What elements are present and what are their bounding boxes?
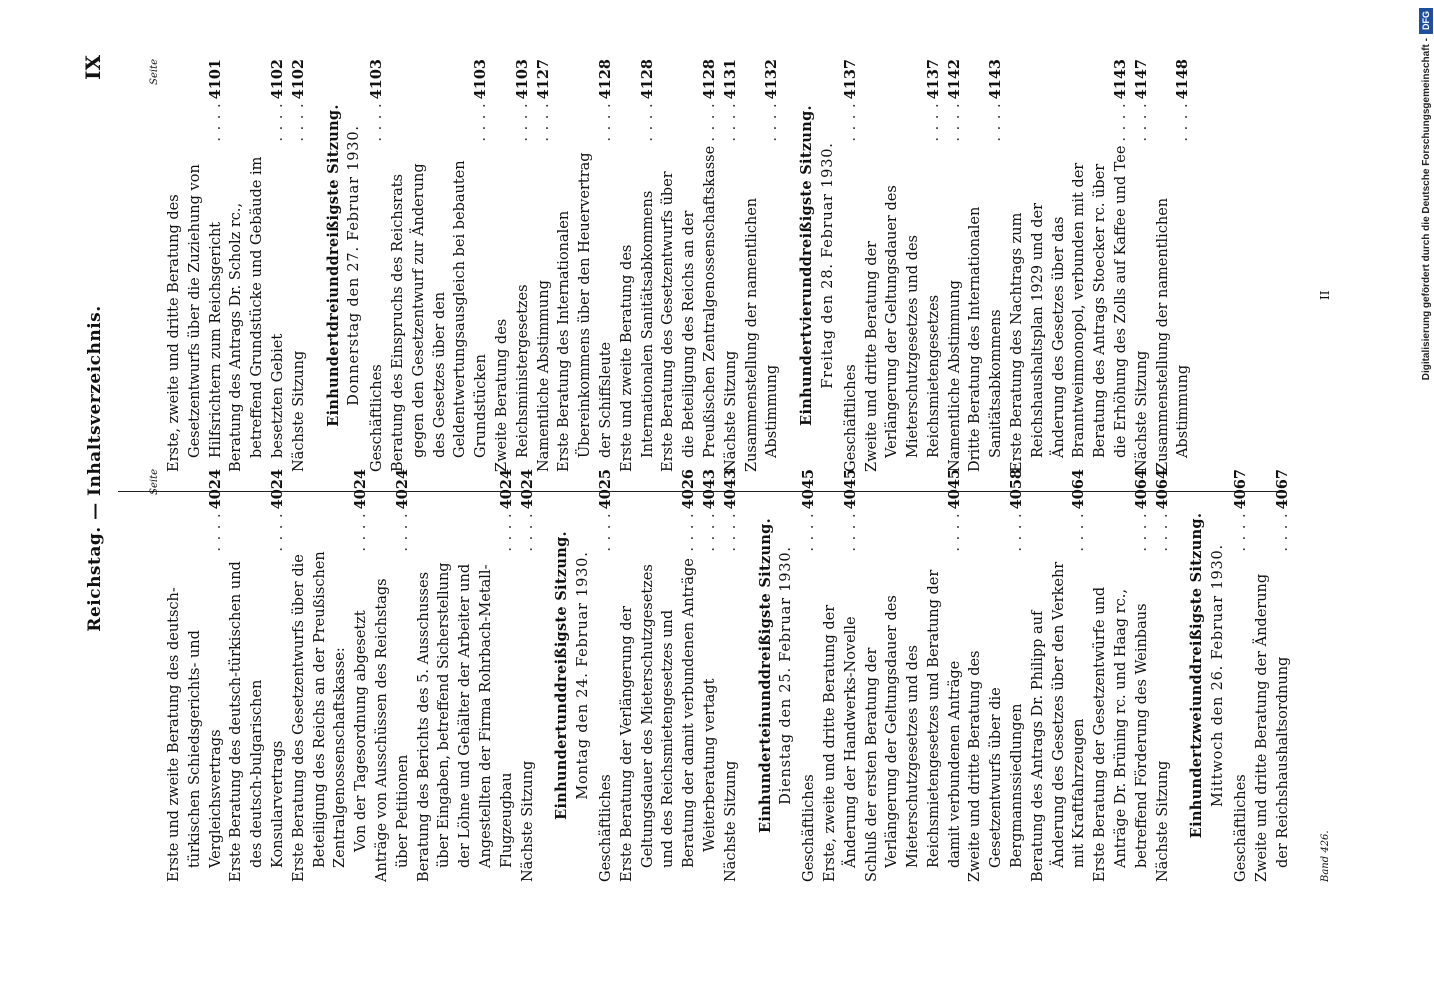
toc-entry xyxy=(799,469,820,882)
toc-page-number: 4102 xyxy=(268,59,286,100)
leader-dots: . . . . xyxy=(1133,512,1150,552)
leader-dots: . . . . xyxy=(639,102,656,142)
toc-entry-title: Nächste Sitzung xyxy=(1133,350,1150,472)
toc-entry xyxy=(1153,59,1195,472)
toc-entry-title: Erste und zweite Beratung des Internationalen Sanitätsabkommens xyxy=(618,190,656,472)
toc-entry xyxy=(721,469,742,882)
toc-page-number: 4064 xyxy=(1132,469,1150,510)
leader-dots: . . . . xyxy=(353,512,370,552)
toc-page-number: 4142 xyxy=(945,59,963,100)
toc-page-number: 4024 xyxy=(268,469,286,510)
toc-entry xyxy=(862,59,945,472)
leader-dots: . . . . xyxy=(946,512,963,552)
toc-page-number: 4024 xyxy=(518,469,536,510)
toc-entry-title: Erste und zweite Beratung des deutsch-türkischen Schiedsgerichts- und Vergleichsvertrags xyxy=(166,587,224,882)
toc-entry-title: Zweite und dritte Beratung des Gesetzentwurfs über die Bergmannssiedlungen xyxy=(967,650,1026,882)
toc-entry-title: Zweite und dritte Beratung der Verlängerung der Geltungsdauer des Mieterschutzgesetzes und des Reichsmietengesetzes xyxy=(863,185,942,472)
toc-entry-title: Erste Beratung des Nachtrags zum Reichshaushaltsplan 1929 und der Änderung des Gesetzes über das Branntweinmonopol, verbunden mit der Beratung des Antrags Stoecker rc. über die Erhöhung des Zolls auf Kaffee und Tee xyxy=(1009,145,1130,472)
toc-entry xyxy=(700,469,721,882)
toc-entry-title: Erste Beratung des Gesetzentwurfs über die Beteiligung des Reichs an der Preußischen Zentralgenossenschaftskasse xyxy=(660,145,718,472)
toc-entry xyxy=(617,59,659,472)
toc-entry-title: Geschäftliches xyxy=(369,364,386,472)
leader-dots: . . . . xyxy=(1233,512,1250,552)
session-heading: Einhundertvierunddreißigste Sitzung. xyxy=(798,105,816,426)
session-date: Freitag den 28. Februar 1930. xyxy=(819,142,836,389)
toc-page-number: 4067 xyxy=(1232,469,1250,510)
toc-entry-title: Beratung des Antrags Dr. Philipp auf Änderung des Gesetzes über den Verkehr mit Kraftfahrzeugen xyxy=(1029,561,1088,882)
right-column xyxy=(148,59,1194,472)
toc-entry-title: Geschäftliches xyxy=(801,774,818,882)
toc-page-number: 4045 xyxy=(841,469,859,510)
toc-entry xyxy=(226,469,288,882)
toc-page-number: 4143 xyxy=(987,59,1005,100)
leader-dots: . . . . xyxy=(988,102,1005,142)
toc-entry-title: Nächste Sitzung xyxy=(290,350,307,472)
toc-entry-title: Beratung des Berichts des 5. Ausschusses über Eingaben, betreffend Sicherstellung der Löhne und Gehälter der Arbeiter und Angestellten der Firma Rohrbach-Metall-Flugzeugbau xyxy=(415,562,515,882)
toc-entry-title: Nächste Sitzung xyxy=(722,350,739,472)
toc-entry-title: Erste Beratung des deutsch-türkischen und des deutsch-bulgarischen Konsularvertrags xyxy=(228,561,286,882)
toc-entry xyxy=(596,469,617,882)
toc-entry xyxy=(1153,469,1174,882)
toc-entry xyxy=(289,59,310,472)
toc-page-number: 4043 xyxy=(700,469,718,510)
toc-entry-title: Erste, zweite und dritte Beratung des Gesetzentwurfs über die Zuziehung von Hilfsrichtern zum Reichsgericht xyxy=(166,164,224,472)
toc-page-number: 4143 xyxy=(1112,59,1130,100)
toc-page-number: 4132 xyxy=(763,59,781,100)
toc-entry xyxy=(945,59,966,472)
running-title: Reichstag. — Inhaltsverzeichnis. xyxy=(85,305,105,632)
toc-page-number: 4103 xyxy=(472,59,490,100)
leader-dots: . . . . xyxy=(701,512,718,552)
leader-dots: . . . . xyxy=(1071,512,1088,552)
leader-dots: . . . . xyxy=(498,512,515,552)
toc-entry xyxy=(841,59,862,472)
toc-entry xyxy=(534,59,555,472)
toc-entry xyxy=(1090,469,1152,882)
dfg-funding-note: Digitalisierung gefördert durch die Deutsche Forschungsgemeinschaft - xyxy=(1420,38,1432,381)
toc-entry xyxy=(1252,469,1294,882)
toc-entry xyxy=(1132,59,1153,472)
toc-entry-title: Geschäftliches xyxy=(842,364,859,472)
toc-page-number: 4137 xyxy=(924,59,942,100)
leader-dots: . . . . xyxy=(597,512,614,552)
leader-dots: . . . . xyxy=(722,512,739,552)
dfg-attribution xyxy=(1418,8,1434,393)
toc-page-number: 4131 xyxy=(721,59,739,100)
leader-dots: . . . . xyxy=(473,102,490,142)
toc-entry-title: Namentliche Abstimmung xyxy=(946,280,963,472)
leader-dots: . . . . xyxy=(842,512,859,552)
toc-entry-title: Nächste Sitzung xyxy=(1154,760,1171,882)
toc-page-number: 4026 xyxy=(680,469,698,510)
leader-dots: . . . . xyxy=(369,102,386,142)
toc-entry-title: Anträge von Ausschüssen des Reichstags über Petitionen xyxy=(373,578,411,882)
leader-dots: . . . . xyxy=(269,512,286,552)
leader-dots: . . . . xyxy=(1009,512,1026,552)
toc-page-number: 4101 xyxy=(206,59,224,100)
toc-entry xyxy=(965,469,1027,882)
toc-entry-title: Erste Beratung der Gesetzentwürfe und Anträge Dr. Brüning rc. und Haag rc., betreffend Förderung des Weinbaus xyxy=(1092,586,1150,882)
leader-dots: . . . . xyxy=(801,512,818,552)
toc-entry xyxy=(518,469,539,882)
session-heading: Einhundertzweiunddreißigste Sitzung. xyxy=(1188,512,1206,839)
leader-dots: . . . . xyxy=(1175,102,1192,142)
left-column xyxy=(148,469,1293,882)
session-date: Montag den 24. Februar 1930. xyxy=(575,551,592,800)
leader-dots: . . . . xyxy=(1133,102,1150,142)
leader-dots: . . . . xyxy=(701,102,718,142)
leader-dots: . . . . xyxy=(722,102,739,142)
toc-entry xyxy=(742,59,784,472)
toc-page-number: 4103 xyxy=(368,59,386,100)
toc-page-number: 4128 xyxy=(638,59,656,100)
leader-dots: . . . . xyxy=(681,512,698,552)
leader-dots: . . . . xyxy=(290,102,307,142)
session-heading: Einhundertdreiunddreißigste Sitzung. xyxy=(324,104,342,427)
toc-page-number: 4043 xyxy=(721,469,739,510)
toc-entry xyxy=(554,59,616,472)
toc-entry xyxy=(367,59,388,472)
toc-entry-title: Zusammenstellung der namentlichen Abstimmung xyxy=(743,197,781,472)
toc-entry xyxy=(226,59,288,472)
toc-page-number: 4024 xyxy=(497,469,515,510)
toc-page-number: 4103 xyxy=(513,59,531,100)
toc-page-number: 4127 xyxy=(534,59,552,100)
page-number: IX xyxy=(81,55,105,80)
leader-dots: . . . . xyxy=(394,512,411,552)
toc-entry xyxy=(1007,59,1132,472)
toc-entry xyxy=(1231,469,1252,882)
toc-page-number: 4128 xyxy=(700,59,718,100)
toc-entry xyxy=(820,469,862,882)
seite-label: Seite xyxy=(149,59,160,85)
toc-entry-title: Beratung des Einspruchs des Reichsrats gegen den Gesetzentwurf zur Änderung des Gesetzes über den Geldentwertungsausgleich bei bebauten Grundstücken xyxy=(389,160,490,472)
toc-page-number: 4102 xyxy=(289,59,307,100)
leader-dots: . . . . xyxy=(207,102,224,142)
session-heading: Einhundertunddreißigste Sitzung. xyxy=(553,531,571,820)
toc-page-number: 4137 xyxy=(841,59,859,100)
toc-entry-title: Schluß der ersten Beratung der Verlängerung der Geltungsdauer des Mieterschutzgesetzes und des Reichsmietengesetzes und Beratung der damit verbundenen Anträge xyxy=(863,569,963,882)
toc-page-number: 4147 xyxy=(1132,59,1150,100)
toc-page-number: 4067 xyxy=(1273,469,1291,510)
toc-entry xyxy=(414,469,518,882)
toc-entry-title: Namentliche Abstimmung xyxy=(535,280,552,472)
session-date: Donnerstag den 27. Februar 1930. xyxy=(346,125,363,406)
running-header xyxy=(81,55,115,882)
leader-dots: . . . . xyxy=(269,102,286,142)
toc-entry-title: Zweite und dritte Beratung der Änderung der Reichshaushaltsordnung xyxy=(1253,573,1291,882)
leader-dots: . . . . xyxy=(1274,512,1291,552)
toc-entry-title: Dritte Beratung des Internationalen Sanitätsabkommens xyxy=(967,206,1005,472)
toc-entry xyxy=(617,469,700,882)
leader-dots: . . . . xyxy=(597,102,614,142)
toc-page-number: 4128 xyxy=(596,59,614,100)
toc-entry-title: Von der Tagesordnung abgesetzt xyxy=(353,610,370,852)
toc-page-number: 4024 xyxy=(206,469,224,510)
toc-page-number: 4064 xyxy=(1070,469,1088,510)
seite-label: Seite xyxy=(149,469,160,495)
toc-entry-title: Nächste Sitzung xyxy=(519,760,536,882)
toc-page-number: 4064 xyxy=(1153,469,1171,510)
toc-entry-title: Erste Beratung des Internationalen Übereinkommens über den Heuervertrag der Schiffsleute xyxy=(556,152,614,472)
leader-dots: . . . . xyxy=(946,102,963,142)
leader-dots: . . . . xyxy=(514,102,531,142)
signature-mark: II xyxy=(1318,290,1332,300)
toc-page-number: 4025 xyxy=(596,469,614,510)
toc-page-number: 4024 xyxy=(393,469,411,510)
toc-entry xyxy=(388,59,492,472)
toc-entry-title: Erste Beratung der Verlängerung der Geltungsdauer des Mieterschutzgesetzes und des Reichsmietengesetzes und Beratung der damit verbundenen Anträge xyxy=(618,558,698,882)
toc-entry xyxy=(351,469,372,882)
toc-entry-title: Erste, zweite und dritte Beratung der Änderung der Handwerks-Novelle xyxy=(821,604,859,882)
leader-dots: . . . . xyxy=(925,102,942,142)
leader-dots: . . . . xyxy=(764,102,781,142)
toc-entry xyxy=(492,59,534,472)
toc-entry xyxy=(289,469,351,882)
toc-entry-title: Nächste Sitzung xyxy=(722,760,739,882)
leader-dots: . . . . xyxy=(207,512,224,552)
toc-entry-title: Geschäftliches xyxy=(597,774,614,882)
toc-entry xyxy=(721,59,742,472)
toc-page-number: 4148 xyxy=(1174,59,1192,100)
leader-dots: . . . . xyxy=(842,102,859,142)
toc-page-number: 4024 xyxy=(352,469,370,510)
toc-entry xyxy=(862,469,966,882)
toc-entry-title: Weiterberatung vertagt xyxy=(701,678,718,852)
toc-entry-title: Beratung des Antrags Dr. Scholz rc., betreffend Grundstücke und Gebäude im besetzten Gebiet xyxy=(228,156,286,472)
toc-page-number: 4045 xyxy=(945,469,963,510)
toc-entry-title: Zweite Beratung des Reichsministergesetzes xyxy=(493,284,531,472)
toc-entry xyxy=(1028,469,1090,882)
volume-note: Band 426. xyxy=(1320,830,1331,882)
leader-dots: . . . . xyxy=(535,102,552,142)
session-heading: Einhunderteinunddreißigste Sitzung. xyxy=(756,518,774,833)
toc-entry xyxy=(658,59,720,472)
toc-entry xyxy=(965,59,1007,472)
dfg-logo: DFG xyxy=(1419,8,1433,34)
leader-dots: . . . . xyxy=(519,512,536,552)
toc-entry-title: Zusammenstellung der namentlichen Abstimmung xyxy=(1154,197,1192,472)
toc-page-number: 4058 xyxy=(1008,469,1026,510)
session-date: Dienstag den 25. Februar 1930. xyxy=(778,546,795,805)
session-date: Mittwoch den 26. Februar 1930. xyxy=(1210,544,1227,807)
toc-page-number: 4045 xyxy=(800,469,818,510)
toc-entry-title: Geschäftliches xyxy=(1233,774,1250,882)
leader-dots: . . . . xyxy=(1154,512,1171,552)
toc-entry xyxy=(164,469,226,882)
toc-entry xyxy=(372,469,414,882)
toc-entry-title: Erste Beratung des Gesetzentwurfs über die Beteiligung des Reichs an der Preußischen Zentralgenossenschaftskasse: xyxy=(290,551,349,882)
toc-entry xyxy=(164,59,226,472)
leader-dots: . . . . xyxy=(1113,102,1130,142)
